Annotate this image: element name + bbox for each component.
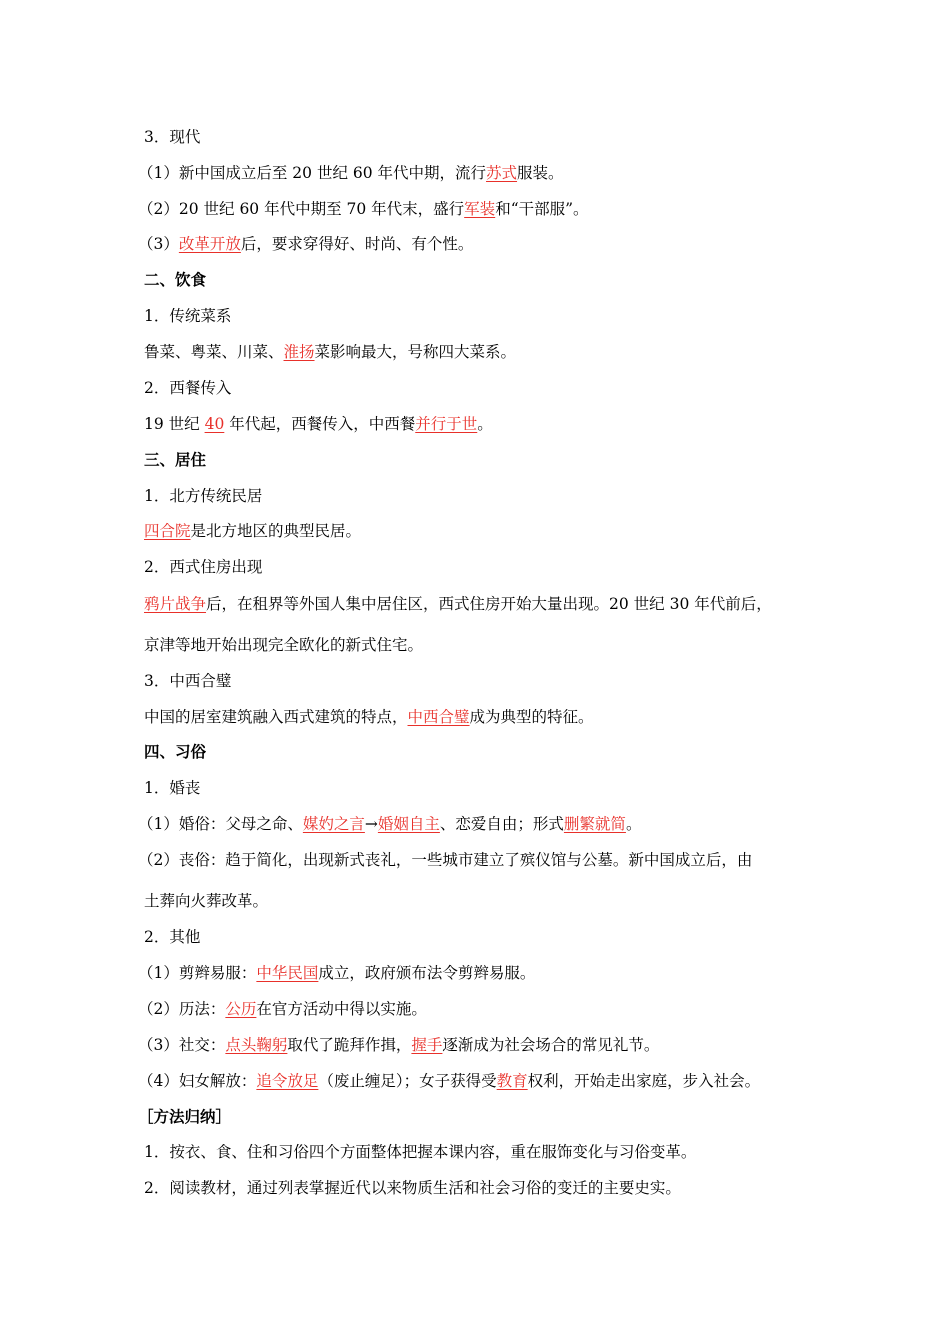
text-segment: 土葬向火葬改革。 (144, 892, 269, 910)
funeral-item-2 (144, 890, 834, 912)
text-segment: （1）新中国成立后至 20 世纪 60 年代中期，流行 (138, 164, 487, 182)
text-segment: ［方法归纳］ (138, 1107, 232, 1126)
section-housing (144, 449, 834, 471)
text-segment: 1．传统菜系 (144, 307, 232, 325)
text-segment: 京津等地开始出现完全欧化的新式住宅。 (144, 636, 424, 654)
text-segment: 鲁菜、粤菜、川菜、 (144, 343, 284, 361)
answer-blank: 中华民国 (256, 964, 319, 982)
answer-blank: 鸦片战争 (144, 595, 207, 613)
section-customs (144, 741, 834, 763)
answer-blank: 改革开放 (178, 235, 241, 253)
text-segment: 四、习俗 (144, 742, 207, 761)
modern-item-1 (138, 162, 828, 184)
answer-blank: 中西合璧 (407, 708, 470, 726)
text-segment: 2．阅读教材，通过列表掌握近代以来物质生活和社会习俗的变迁的主要史实。 (144, 1179, 681, 1197)
text-segment: 是北方地区的典型民居。 (190, 522, 362, 540)
other-item-2 (138, 998, 828, 1020)
text-segment: 成为典型的特征。 (469, 708, 594, 726)
blend-text (144, 706, 834, 728)
heading-western-food (144, 377, 834, 399)
text-segment: 成立，政府颁布法令剪辫易服。 (318, 964, 536, 982)
text-segment: 2．其他 (144, 928, 201, 946)
text-segment: 后，在租界等外国人集中居住区，西式住房开始大量出现。20 世纪 30 年代前后， (206, 595, 772, 613)
other-item-3 (138, 1034, 828, 1056)
text-segment: → (364, 815, 378, 833)
heading-other (144, 926, 834, 948)
answer-blank: 苏式 (486, 164, 518, 182)
north-house-text (144, 520, 834, 542)
heading-western-house (144, 556, 834, 578)
text-segment: （4）妇女解放： (138, 1072, 257, 1090)
heading-north-house (144, 485, 834, 507)
western-food-text (144, 413, 834, 435)
text-segment: 、恋爱自由；形式 (439, 815, 564, 833)
answer-blank: 40 (204, 415, 225, 433)
text-segment: （3）社交： (138, 1036, 226, 1054)
answer-blank: 四合院 (144, 522, 191, 540)
western-house-text-1 (144, 593, 834, 615)
wedding-item (138, 813, 828, 835)
text-segment: 后，要求穿得好、时尚、有个性。 (240, 235, 474, 253)
text-segment: 。 (625, 815, 642, 833)
modern-item-3 (138, 233, 828, 255)
text-segment: 1．按衣、食、住和习俗四个方面整体把握本课内容，重在服饰变化与习俗变革。 (144, 1143, 697, 1161)
text-segment: 3．现代 (144, 128, 201, 146)
answer-blank: 公历 (225, 1000, 257, 1018)
text-segment: 1．北方传统民居 (144, 487, 263, 505)
text-segment: （3） (138, 235, 179, 253)
funeral-item-1 (138, 849, 828, 871)
answer-blank: 婚姻自主 (377, 815, 440, 833)
answer-blank: 媒妁之言 (302, 815, 365, 833)
text-segment: 三、居住 (144, 450, 207, 469)
text-segment: 服装。 (517, 164, 564, 182)
text-segment: 1．婚丧 (144, 779, 201, 797)
text-segment: （2）20 世纪 60 年代中期至 70 年代末，盛行 (138, 200, 465, 218)
method-item-1 (144, 1141, 834, 1163)
text-segment: 19 世纪 (144, 415, 205, 433)
modern-item-2 (138, 198, 828, 220)
other-item-4 (138, 1070, 828, 1092)
answer-blank: 淮扬 (283, 343, 315, 361)
section-diet (144, 269, 834, 291)
text-segment: 取代了跪拜作揖， (287, 1036, 412, 1054)
cuisine-text (144, 341, 834, 363)
answer-blank: 军装 (464, 200, 496, 218)
western-house-text-2 (144, 634, 834, 656)
text-segment: 逐渐成为社会场合的常见礼节。 (442, 1036, 660, 1054)
text-segment: 2．西式住房出现 (144, 558, 263, 576)
text-segment: 中国的居室建筑融入西式建筑的特点， (144, 708, 408, 726)
text-segment: 权利，开始走出家庭，步入社会。 (527, 1072, 761, 1090)
answer-blank: 教育 (496, 1072, 528, 1090)
text-segment: （2）丧俗：趋于简化，出现新式丧礼，一些城市建立了殡仪馆与公墓。新中国成立后，由 (138, 851, 753, 869)
answer-blank: 握手 (411, 1036, 443, 1054)
heading-blend (144, 670, 834, 692)
answer-blank: 并行于世 (415, 415, 478, 433)
heading-cuisine (144, 305, 834, 327)
text-segment: （废止缠足）；女子获得受 (318, 1072, 497, 1090)
text-segment: 在官方活动中得以实施。 (256, 1000, 427, 1018)
heading-modern (144, 126, 834, 148)
text-segment: （1）婚俗：父母之命、 (138, 815, 303, 833)
text-segment: 二、饮食 (144, 270, 207, 289)
text-segment: （2）历法： (138, 1000, 226, 1018)
method-item-2 (144, 1177, 834, 1199)
text-segment: （1）剪辫易服： (138, 964, 257, 982)
answer-blank: 点头鞠躬 (225, 1036, 288, 1054)
text-segment: 2．西餐传入 (144, 379, 232, 397)
text-segment: 。 (477, 415, 493, 433)
text-segment: 3．中西合璧 (144, 672, 232, 690)
answer-blank: 删繁就简 (563, 815, 626, 833)
text-segment: 和“干部服”。 (495, 200, 589, 218)
text-segment: 菜影响最大，号称四大菜系。 (314, 343, 517, 361)
answer-blank: 追令放足 (256, 1072, 319, 1090)
text-segment: 年代起，西餐传入，中西餐 (224, 415, 416, 433)
method-heading (138, 1106, 828, 1128)
other-item-1 (138, 962, 828, 984)
heading-wedding-funeral (144, 777, 834, 799)
